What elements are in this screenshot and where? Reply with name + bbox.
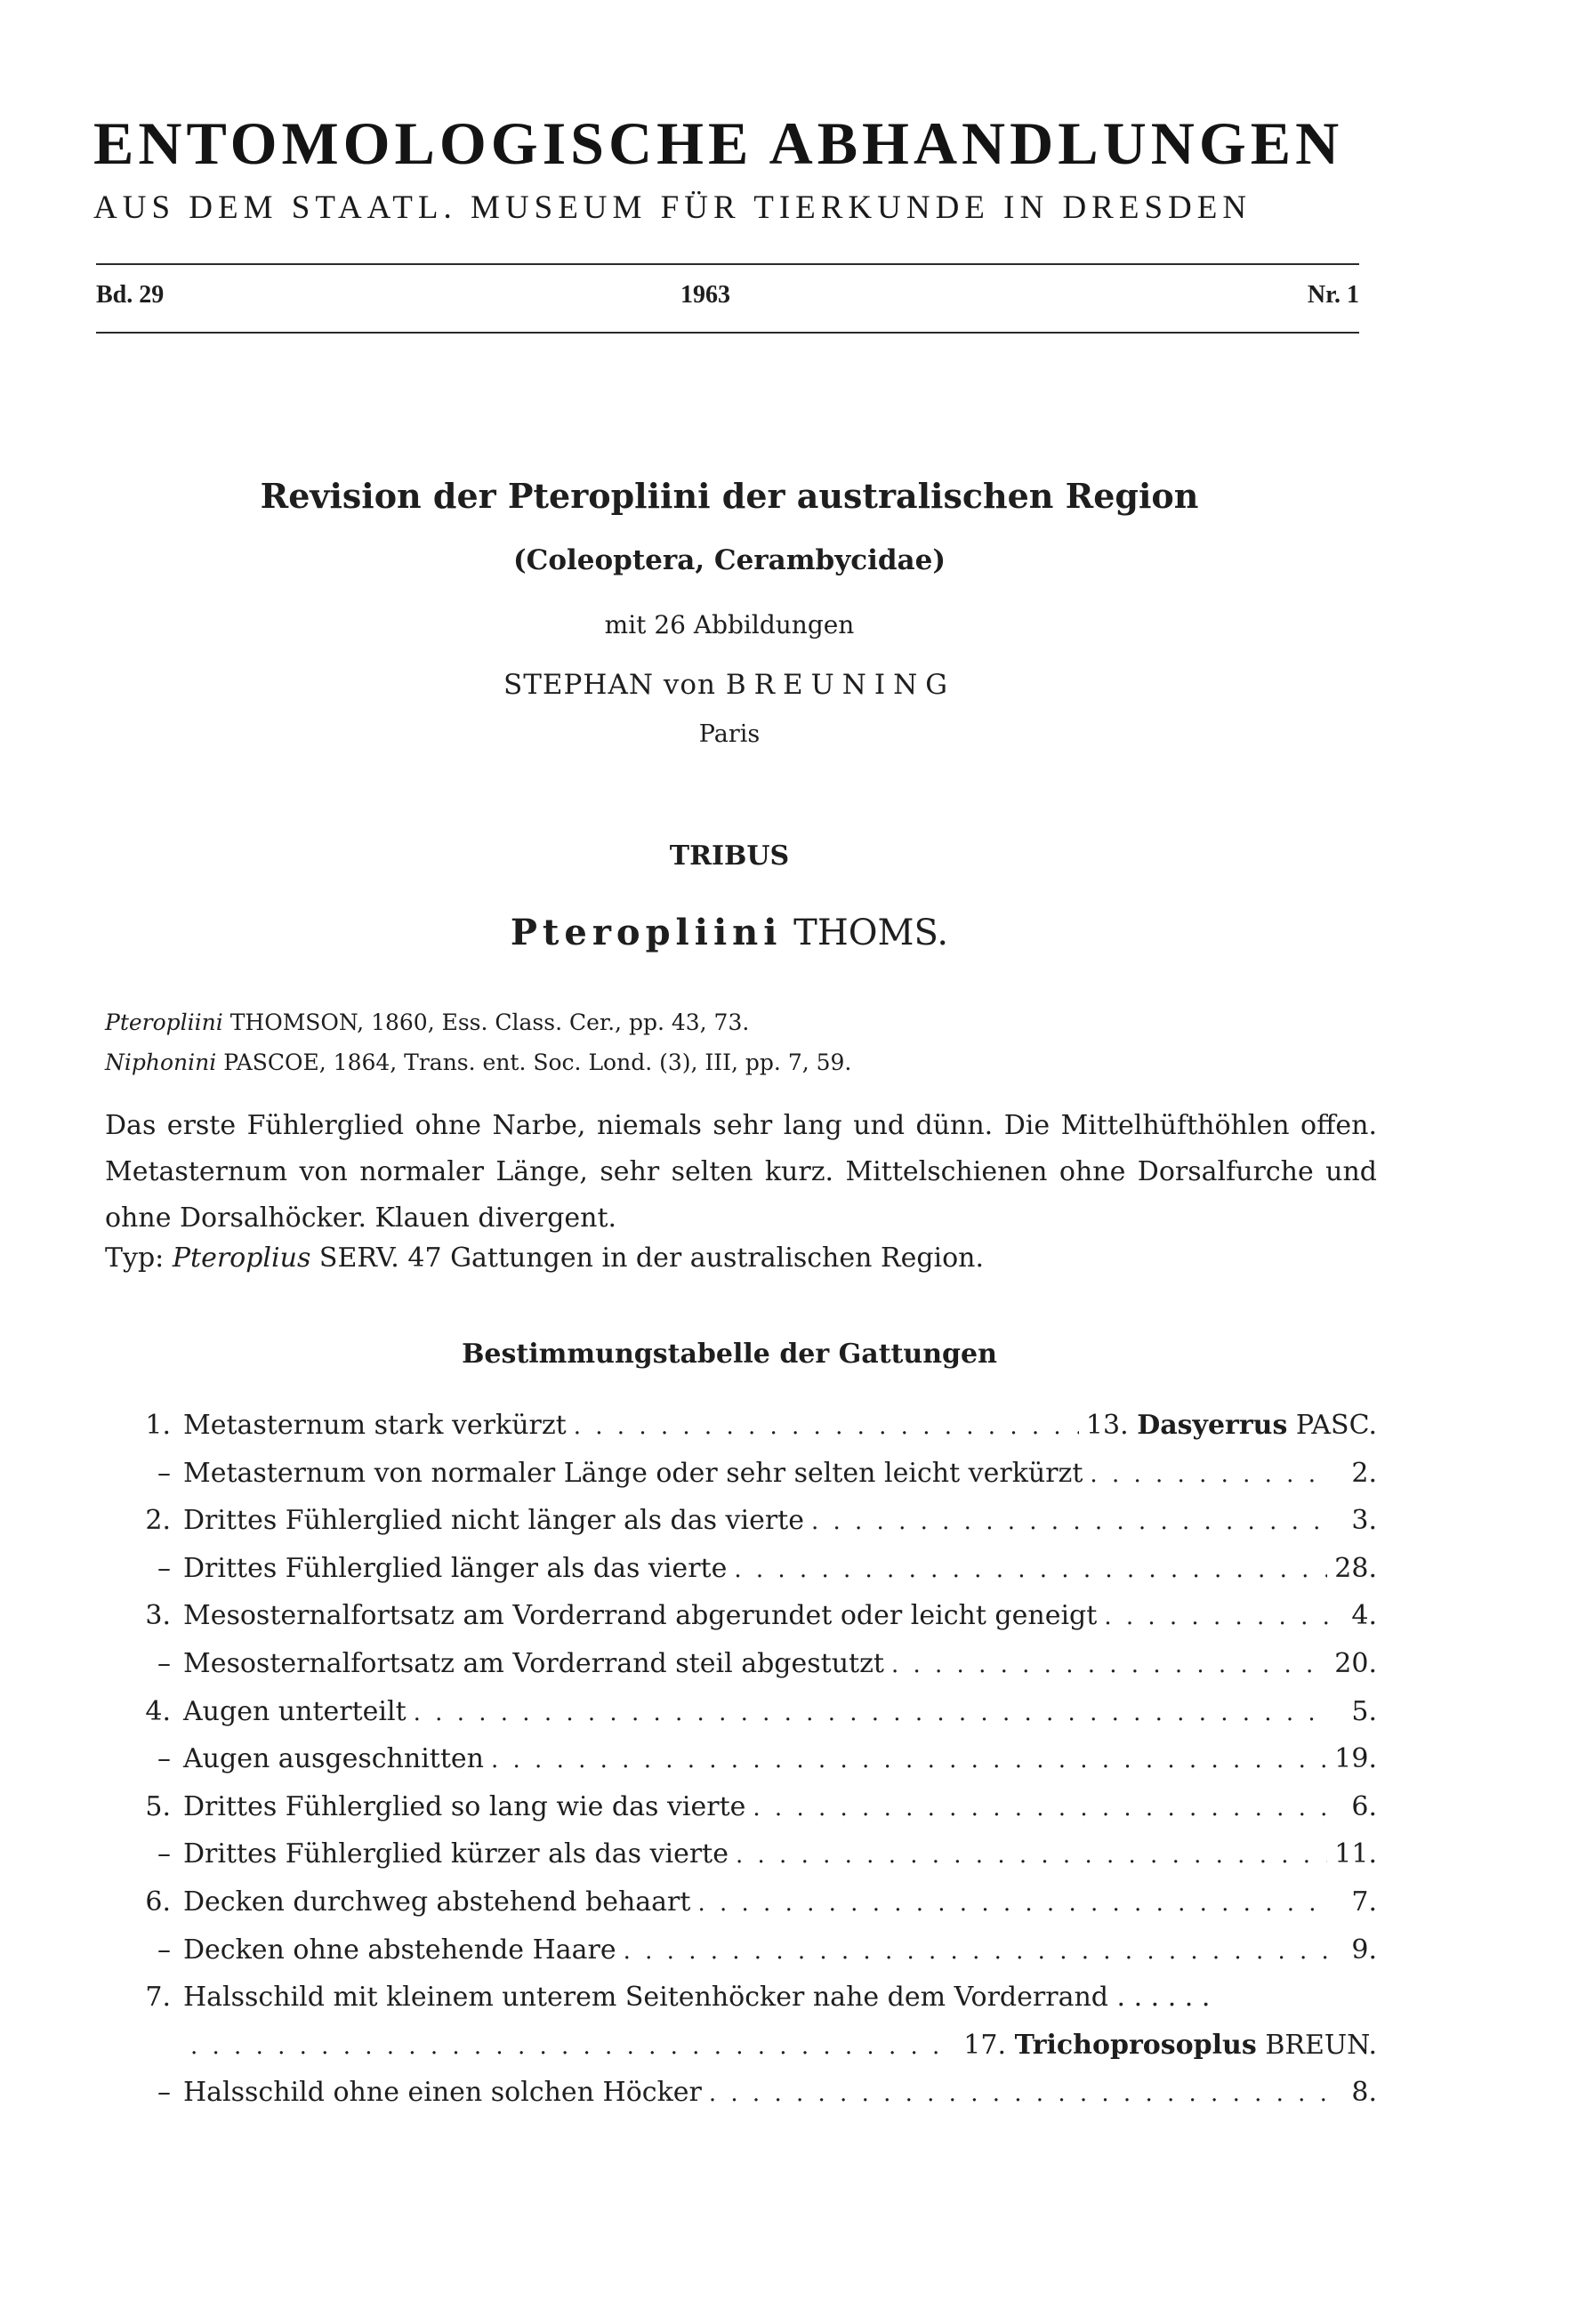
key-row (125, 1886, 1377, 1934)
key-reference: 4. (1351, 1600, 1377, 1632)
key-row (125, 1553, 1377, 1601)
journal-title: ENTOMOLOGISCHE ABHANDLUNGEN (93, 109, 1344, 177)
tribus-name-text: Pteropliini (510, 912, 783, 953)
synonym-1 (105, 1009, 749, 1035)
key-reference: 8. (1351, 2077, 1377, 2109)
key-row (125, 1791, 1377, 1839)
key-reference: 2. (1351, 1457, 1377, 1489)
author-place: Paris (698, 720, 761, 748)
leader-dots (811, 1508, 1331, 1535)
genus-author: PASC. (1295, 1410, 1377, 1441)
key-text: Halsschild ohne einen solchen Höcker (183, 2077, 702, 2109)
key-reference: 28. (1334, 1552, 1377, 1584)
key-reference (1086, 1410, 1377, 1441)
article-subtitle: (Coleoptera, Cerambycidae) (512, 544, 946, 576)
key-number: 7. (145, 1982, 171, 2014)
typ-genus: Pteroplius (172, 1242, 311, 1274)
synonym-1-ref: THOMSON, 1860, Ess. Class. Cer., pp. 43, 73. (229, 1009, 750, 1035)
leader-dots (1104, 1604, 1331, 1630)
journal-subtitle: AUS DEM STAATL. MUSEUM FÜR TIERKUNDE IN DRESDEN (93, 189, 1252, 226)
key-heading: Bestimmungstabelle der Gattungen (462, 1339, 997, 1370)
key-reference (963, 2030, 1377, 2061)
key-number: 6. (145, 1886, 171, 1918)
author (0, 669, 1459, 701)
genus-name: Dasyerrus (1137, 1410, 1288, 1441)
synonym-1-name: Pteropliini (105, 1009, 223, 1035)
key-text: Decken ohne abstehende Haare (183, 1934, 616, 1966)
key-row (125, 1982, 1377, 2030)
key-number: – (157, 1838, 171, 1870)
key-number: – (157, 1934, 171, 1966)
key-row (125, 2077, 1377, 2125)
tribus-heading: TRIBUS (669, 840, 790, 872)
article-title: Revision der Pteropliini der australischen Region (260, 476, 1199, 516)
key-ref-number: 13. (1085, 1410, 1129, 1441)
key-text: Decken durchweg abstehend behaart (183, 1886, 691, 1918)
genus-author: BREUN. (1265, 2029, 1377, 2061)
key-row (125, 1696, 1377, 1744)
leader-dots (753, 1795, 1331, 1821)
key-row (125, 1743, 1377, 1791)
genus-name: Trichoprosoplus (1014, 2029, 1257, 2061)
leader-dots (891, 1652, 1327, 1678)
key-text: Halsschild mit kleinem unterem Seitenhöcker nahe dem Vorderrand . . . . . . (183, 1982, 1211, 2014)
key-reference: 9. (1351, 1934, 1377, 1966)
typ-label: Typ: (105, 1242, 165, 1274)
key-text: Augen ausgeschnitten (183, 1743, 484, 1775)
key-ref-number: 17. (963, 2029, 1007, 2061)
key-text: Mesosternalfortsatz am Vorderrand abgerundet oder leicht geneigt (183, 1600, 1098, 1632)
key-row (125, 1934, 1377, 1982)
leader-dots (574, 1413, 1079, 1440)
key-row (125, 1600, 1377, 1648)
key-number: – (157, 2077, 171, 2109)
header-rule-bottom (96, 332, 1359, 334)
key-reference: 7. (1351, 1886, 1377, 1918)
key-number: – (157, 1457, 171, 1489)
leader-dots (734, 1556, 1327, 1583)
leader-dots (709, 2080, 1331, 2107)
key-row (125, 1648, 1377, 1696)
type-genus-line (105, 1242, 984, 1274)
leader-dots (1090, 1461, 1331, 1488)
figure-count: mit 26 Abbildungen (604, 610, 855, 639)
synonym-2-ref: PASCOE, 1864, Trans. ent. Soc. Lond. (3), III, pp. 7, 59. (223, 1049, 852, 1075)
tribus-author: THOMS. (793, 913, 949, 953)
leader-dots (624, 1938, 1331, 1965)
key-number: 3. (145, 1600, 171, 1632)
year-label: 1963 (680, 281, 730, 309)
typ-rest: SERV. 47 Gattungen in der australischen Region. (318, 1242, 985, 1274)
number-label: Nr. 1 (1307, 281, 1359, 309)
key-number: – (157, 1647, 171, 1679)
leader-dots (414, 1700, 1331, 1726)
key-reference: 20. (1334, 1647, 1377, 1679)
key-reference: 3. (1351, 1505, 1377, 1537)
leader-dots (736, 1842, 1327, 1869)
key-row (125, 1838, 1377, 1886)
header-rule-top (96, 263, 1359, 265)
leader-dots (697, 1890, 1331, 1917)
key-reference: 5. (1351, 1695, 1377, 1727)
key-text: Mesosternalfortsatz am Vorderrand steil abgestutzt (183, 1647, 884, 1679)
key-number: 2. (145, 1505, 171, 1537)
key-text: Metasternum stark verkürzt (183, 1410, 567, 1441)
key-text: Drittes Fühlerglied nicht länger als das vierte (183, 1505, 804, 1537)
key-text: Drittes Fühlerglied länger als das vierte (183, 1552, 728, 1584)
key-number: 1. (145, 1410, 171, 1441)
key-row-continuation (125, 2030, 1377, 2078)
key-text: Augen unterteilt (183, 1695, 407, 1727)
tribus-name (0, 912, 1459, 953)
key-row (125, 1458, 1377, 1506)
key-reference: 6. (1351, 1790, 1377, 1822)
key-reference: 11. (1334, 1838, 1377, 1870)
synonym-2-name: Niphonini (105, 1049, 217, 1075)
key-row (125, 1410, 1377, 1458)
key-number: 4. (145, 1695, 171, 1727)
key-reference: 19. (1334, 1743, 1377, 1775)
key-row (125, 1505, 1377, 1553)
key-number: – (157, 1743, 171, 1775)
leader-dots (491, 1747, 1327, 1773)
key-number: 5. (145, 1790, 171, 1822)
tribus-description: Das erste Fühlerglied ohne Narbe, niemals sehr lang und dünn. Die Mittelhüfthöhlen offen. Metasternum von normaler Länge, sehr selten kurz. Mittelschienen ohne Dorsalfurche und ohne Dorsalhöcker. Klauen divergent. (105, 1110, 1377, 1234)
identification-key (125, 1410, 1377, 2125)
key-number: – (157, 1552, 171, 1584)
key-text: Drittes Fühlerglied so lang wie das vierte (183, 1790, 746, 1822)
key-text: Metasternum von normaler Länge oder sehr selten leicht verkürzt (183, 1457, 1083, 1489)
synonym-2 (105, 1049, 851, 1075)
key-text: Drittes Fühlerglied kürzer als das vierte (183, 1838, 729, 1870)
author-first: STEPHAN von (503, 669, 716, 701)
leader-dots (190, 2033, 956, 2060)
author-last: BREUNING (725, 669, 955, 701)
volume-label: Bd. 29 (96, 281, 165, 309)
